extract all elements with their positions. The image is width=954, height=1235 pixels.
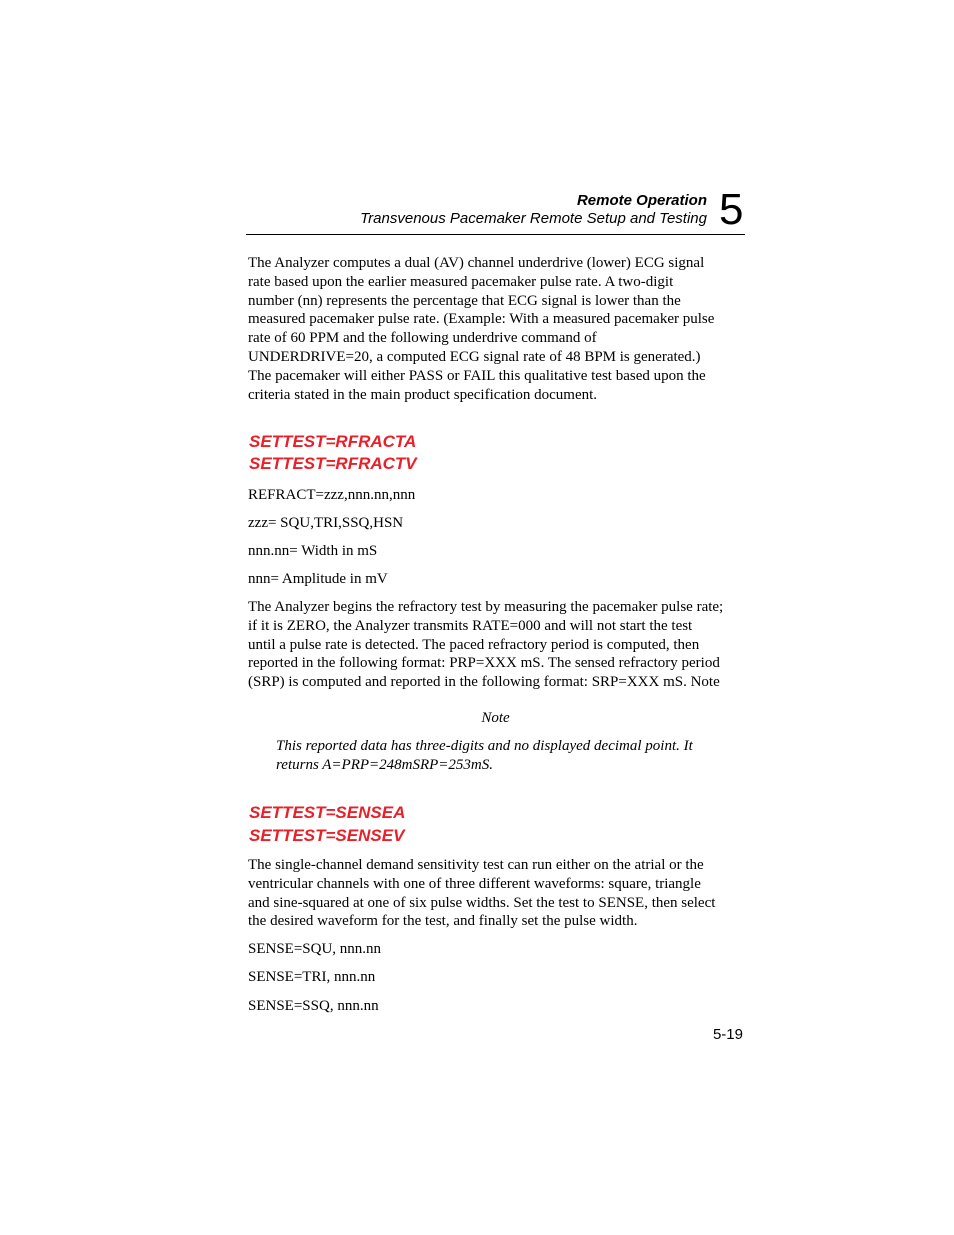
- param-line: REFRACT=zzz,nnn.nn,nnn: [248, 487, 416, 503]
- paragraph-line: and sine-squared at one of six pulse widths. Set the test to SENSE, then select: [248, 894, 716, 911]
- paragraph-line: The single-channel demand sensitivity test can run either on the atrial or the: [248, 857, 704, 873]
- paragraph-line: The Analyzer computes a dual (AV) channel underdrive (lower) ECG signal: [248, 255, 705, 271]
- intro-paragraph: [248, 254, 748, 404]
- paragraph-line: until a pulse rate is detected. The paced refractory period is computed, then: [248, 636, 700, 653]
- header-rule: [246, 234, 745, 235]
- running-header-section: Transvenous Pacemaker Remote Setup and Testing: [360, 210, 707, 227]
- running-header-chapter: Remote Operation: [576, 192, 707, 209]
- section-heading-sensev: SETTEST=SENSEV: [249, 826, 405, 845]
- paragraph-line: ventricular channels with one of three different waveforms: square, triangle: [248, 875, 701, 892]
- paragraph-line: if it is ZERO, the Analyzer transmits RATE=000 and will not start the test: [248, 617, 693, 634]
- chapter-number: 5: [719, 185, 744, 234]
- paragraph-line: UNDERDRIVE=20, a computed ECG signal rate of 48 BPM is generated.): [248, 348, 701, 365]
- param-line: nnn.nn= Width in mS: [248, 543, 378, 559]
- refract-paragraph: [248, 598, 748, 692]
- paragraph-line: reported in the following format: PRP=XXX mS. The sensed refractory period: [248, 655, 720, 672]
- note-line: This reported data has three-digits and no displayed decimal point. It: [276, 738, 693, 754]
- note-body: [276, 737, 693, 775]
- section-heading-rfractv: SETTEST=RFRACTV: [249, 454, 417, 473]
- note-line: returns A=PRP=248mSRP=253mS.: [276, 757, 494, 773]
- command-line: SENSE=SSQ, nnn.nn: [248, 998, 379, 1014]
- paragraph-line: rate based upon the earlier measured pacemaker pulse rate. A two-digit: [248, 273, 674, 290]
- section-heading-sensea: SETTEST=SENSEA: [249, 803, 406, 822]
- paragraph-line: measured pacemaker pulse rate. (Example: With a measured pacemaker pulse: [248, 311, 715, 328]
- paragraph-line: the desired waveform for the test, and finally set the pulse width.: [248, 913, 638, 930]
- page-number: 5-19: [712, 1026, 743, 1043]
- paragraph-line: (SRP) is computed and reported in the following format: SRP=XXX mS. Note: [248, 674, 720, 691]
- paragraph-line: The pacemaker will either PASS or FAIL this qualitative test based upon the: [248, 367, 706, 384]
- paragraph-line: number (nn) represents the percentage that ECG signal is lower than the: [248, 292, 681, 309]
- command-line: SENSE=TRI, nnn.nn: [248, 969, 376, 985]
- paragraph-line: rate of 60 PPM and the following underdrive command of: [248, 330, 597, 347]
- section-heading-rfracta: SETTEST=RFRACTA: [249, 432, 417, 451]
- param-line: zzz= SQU,TRI,SSQ,HSN: [248, 515, 404, 531]
- note-title: Note: [481, 710, 510, 726]
- paragraph-line: criteria stated in the main product specification document.: [248, 386, 598, 403]
- param-line: nnn= Amplitude in mV: [248, 571, 388, 587]
- command-line: SENSE=SQU, nnn.nn: [248, 941, 382, 957]
- paragraph-line: The Analyzer begins the refractory test by measuring the pacemaker pulse rate;: [248, 599, 724, 615]
- sense-paragraph: [248, 856, 748, 931]
